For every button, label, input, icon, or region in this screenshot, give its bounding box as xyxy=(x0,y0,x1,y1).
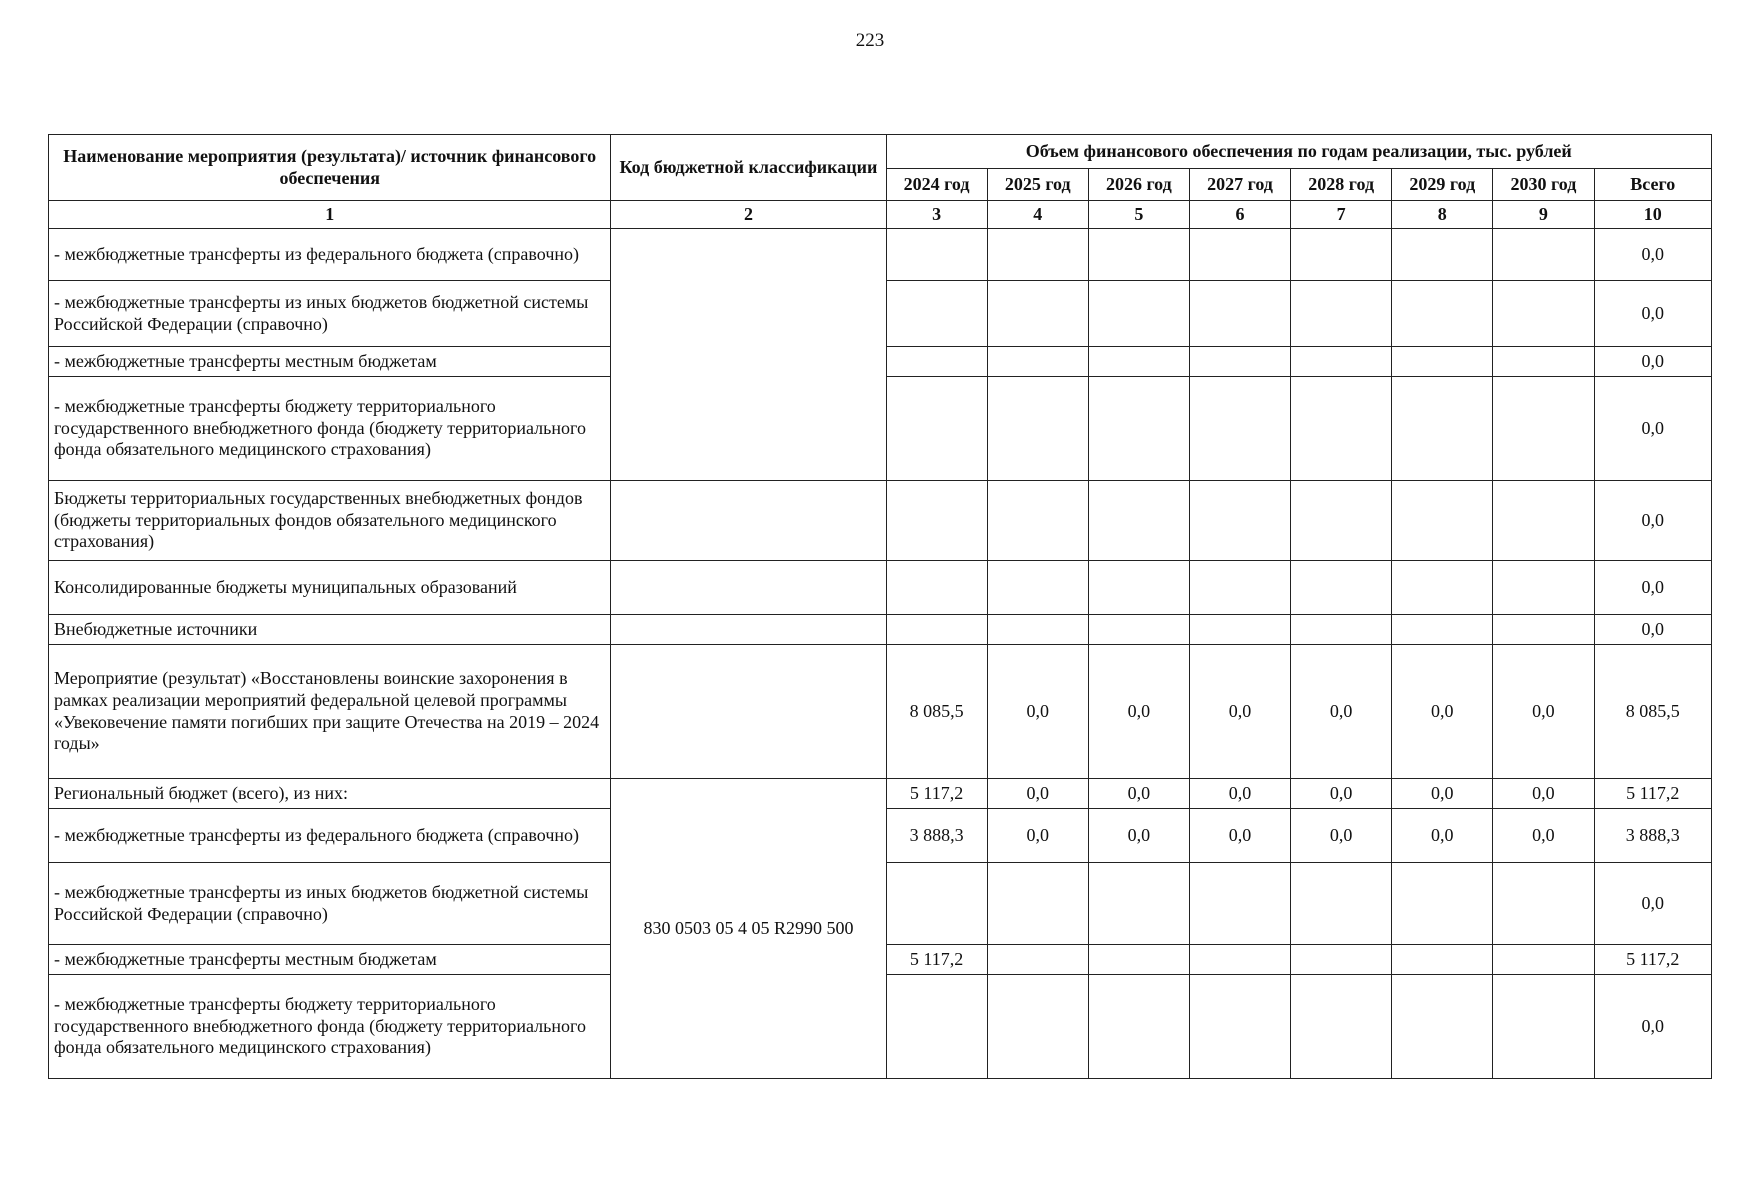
value-cell xyxy=(1392,863,1493,945)
value-cell xyxy=(987,975,1088,1079)
value-cell xyxy=(1088,863,1189,945)
value-cell xyxy=(886,561,987,615)
value-cell xyxy=(1291,975,1392,1079)
header-code-column: Код бюджетной классификации xyxy=(611,135,886,201)
total-cell: 5 117,2 xyxy=(1594,779,1712,809)
row-name: - межбюджетные трансферты из федерального бюджета (справочно) xyxy=(49,229,611,281)
value-cell: 0,0 xyxy=(1088,645,1189,779)
value-cell xyxy=(886,615,987,645)
value-cell: 5 117,2 xyxy=(886,779,987,809)
total-cell: 0,0 xyxy=(1594,863,1712,945)
table-row xyxy=(49,561,1712,615)
value-cell xyxy=(987,347,1088,377)
value-cell xyxy=(886,281,987,347)
budget-code-cell xyxy=(611,615,886,645)
table-row xyxy=(49,645,1712,779)
row-name: Бюджеты территориальных государственных внебюджетных фондов (бюджеты территориальных фондов обязательного медицинского страхования) xyxy=(49,481,611,561)
column-index: 3 xyxy=(886,201,987,229)
value-cell xyxy=(886,377,987,481)
value-cell xyxy=(987,229,1088,281)
row-name: - межбюджетные трансферты бюджету территориального государственного внебюджетного фонда (бюджету территориального фонда обязательного медицинского страхования) xyxy=(49,975,611,1079)
value-cell xyxy=(1291,863,1392,945)
value-cell xyxy=(1493,377,1594,481)
value-cell xyxy=(987,281,1088,347)
value-cell xyxy=(1493,975,1594,1079)
column-index: 9 xyxy=(1493,201,1594,229)
row-name: - межбюджетные трансферты из федерального бюджета (справочно) xyxy=(49,809,611,863)
value-cell: 8 085,5 xyxy=(886,645,987,779)
value-cell xyxy=(1189,347,1290,377)
value-cell xyxy=(1392,561,1493,615)
value-cell: 0,0 xyxy=(1189,779,1290,809)
value-cell xyxy=(987,863,1088,945)
value-cell xyxy=(1189,561,1290,615)
value-cell xyxy=(886,481,987,561)
row-name: - межбюджетные трансферты местным бюджетам xyxy=(49,347,611,377)
value-cell xyxy=(1189,975,1290,1079)
value-cell xyxy=(1392,615,1493,645)
value-cell xyxy=(1493,229,1594,281)
value-cell xyxy=(1291,615,1392,645)
value-cell xyxy=(1189,481,1290,561)
value-cell: 0,0 xyxy=(987,779,1088,809)
column-index: 10 xyxy=(1594,201,1712,229)
column-index: 6 xyxy=(1189,201,1290,229)
value-cell xyxy=(1493,281,1594,347)
value-cell xyxy=(1088,481,1189,561)
header-year: 2026 год xyxy=(1088,169,1189,201)
value-cell: 0,0 xyxy=(1291,645,1392,779)
value-cell xyxy=(1088,281,1189,347)
budget-code-cell xyxy=(611,645,886,779)
column-index: 7 xyxy=(1291,201,1392,229)
value-cell xyxy=(1088,377,1189,481)
value-cell xyxy=(1291,347,1392,377)
value-cell xyxy=(1493,615,1594,645)
row-name: Консолидированные бюджеты муниципальных образований xyxy=(49,561,611,615)
budget-code-cell xyxy=(611,229,886,481)
total-cell: 0,0 xyxy=(1594,347,1712,377)
value-cell: 0,0 xyxy=(1291,809,1392,863)
value-cell xyxy=(1493,863,1594,945)
table-row xyxy=(49,229,1712,281)
row-name: - межбюджетные трансферты из иных бюджетов бюджетной системы Российской Федерации (справочно) xyxy=(49,281,611,347)
total-cell: 0,0 xyxy=(1594,229,1712,281)
table-row xyxy=(49,779,1712,809)
value-cell: 0,0 xyxy=(1088,779,1189,809)
value-cell xyxy=(1088,615,1189,645)
value-cell xyxy=(1291,481,1392,561)
column-index: 1 xyxy=(49,201,611,229)
column-index: 8 xyxy=(1392,201,1493,229)
value-cell xyxy=(1189,615,1290,645)
value-cell xyxy=(1493,347,1594,377)
value-cell xyxy=(886,347,987,377)
total-cell: 0,0 xyxy=(1594,561,1712,615)
header-total: Всего xyxy=(1594,169,1712,201)
total-cell: 0,0 xyxy=(1594,281,1712,347)
value-cell xyxy=(1189,863,1290,945)
budget-code-cell xyxy=(611,561,886,615)
value-cell xyxy=(1392,347,1493,377)
value-cell xyxy=(1291,281,1392,347)
total-cell: 0,0 xyxy=(1594,481,1712,561)
value-cell xyxy=(1493,481,1594,561)
total-cell: 0,0 xyxy=(1594,377,1712,481)
value-cell: 0,0 xyxy=(1291,779,1392,809)
value-cell xyxy=(1291,561,1392,615)
row-name: Внебюджетные источники xyxy=(49,615,611,645)
value-cell xyxy=(1088,561,1189,615)
total-cell: 0,0 xyxy=(1594,615,1712,645)
value-cell xyxy=(1493,945,1594,975)
row-name: - межбюджетные трансферты местным бюджетам xyxy=(49,945,611,975)
table-row xyxy=(49,481,1712,561)
row-name: - межбюджетные трансферты бюджету территориального государственного внебюджетного фонда (бюджету территориального фонда обязательного медицинского страхования) xyxy=(49,377,611,481)
value-cell xyxy=(886,975,987,1079)
value-cell xyxy=(1392,377,1493,481)
value-cell xyxy=(1392,481,1493,561)
value-cell: 5 117,2 xyxy=(886,945,987,975)
value-cell: 0,0 xyxy=(1392,779,1493,809)
column-index: 2 xyxy=(611,201,886,229)
budget-code-cell: 830 0503 05 4 05 R2990 500 xyxy=(611,779,886,1079)
value-cell xyxy=(1088,975,1189,1079)
column-index: 5 xyxy=(1088,201,1189,229)
value-cell: 0,0 xyxy=(1088,809,1189,863)
value-cell xyxy=(1189,229,1290,281)
value-cell xyxy=(1392,975,1493,1079)
budget-code-cell xyxy=(611,481,886,561)
value-cell xyxy=(1189,377,1290,481)
row-name: Региональный бюджет (всего), из них: xyxy=(49,779,611,809)
value-cell xyxy=(987,615,1088,645)
value-cell: 0,0 xyxy=(1493,645,1594,779)
header-year: 2028 год xyxy=(1291,169,1392,201)
value-cell xyxy=(1493,561,1594,615)
value-cell: 0,0 xyxy=(1189,645,1290,779)
value-cell xyxy=(1392,945,1493,975)
header-year: 2024 год xyxy=(886,169,987,201)
page-number: 223 xyxy=(855,30,885,51)
header-year: 2025 год xyxy=(987,169,1088,201)
row-name: - межбюджетные трансферты из иных бюджетов бюджетной системы Российской Федерации (справочно) xyxy=(49,863,611,945)
total-cell: 8 085,5 xyxy=(1594,645,1712,779)
value-cell: 3 888,3 xyxy=(886,809,987,863)
header-year: 2030 год xyxy=(1493,169,1594,201)
value-cell xyxy=(1291,229,1392,281)
value-cell: 0,0 xyxy=(1493,809,1594,863)
value-cell: 0,0 xyxy=(987,809,1088,863)
value-cell xyxy=(1088,229,1189,281)
value-cell xyxy=(987,377,1088,481)
value-cell xyxy=(1189,281,1290,347)
table-row xyxy=(49,615,1712,645)
value-cell xyxy=(1088,347,1189,377)
column-index: 4 xyxy=(987,201,1088,229)
header-year: 2029 год xyxy=(1392,169,1493,201)
financing-table xyxy=(48,134,1712,1079)
value-cell xyxy=(1088,945,1189,975)
header-name-column: Наименование мероприятия (результата)/ источник финансового обеспечения xyxy=(49,135,611,201)
total-cell: 0,0 xyxy=(1594,975,1712,1079)
value-cell xyxy=(1291,945,1392,975)
value-cell: 0,0 xyxy=(1392,645,1493,779)
row-name: Мероприятие (результат) «Восстановлены воинские захоронения в рамках реализации мероприятий федеральной целевой программы «Увековечение памяти погибших при защите Отечества на 2019 – 2024 годы» xyxy=(49,645,611,779)
header-year: 2027 год xyxy=(1189,169,1290,201)
value-cell: 0,0 xyxy=(1493,779,1594,809)
value-cell: 0,0 xyxy=(1189,809,1290,863)
value-cell xyxy=(886,863,987,945)
total-cell: 3 888,3 xyxy=(1594,809,1712,863)
total-cell: 5 117,2 xyxy=(1594,945,1712,975)
value-cell xyxy=(987,481,1088,561)
value-cell: 0,0 xyxy=(1392,809,1493,863)
value-cell xyxy=(1392,281,1493,347)
value-cell xyxy=(987,561,1088,615)
value-cell xyxy=(1392,229,1493,281)
header-volume-column: Объем финансового обеспечения по годам реализации, тыс. рублей xyxy=(886,135,1711,169)
value-cell xyxy=(886,229,987,281)
value-cell xyxy=(987,945,1088,975)
value-cell xyxy=(1189,945,1290,975)
value-cell: 0,0 xyxy=(987,645,1088,779)
value-cell xyxy=(1291,377,1392,481)
